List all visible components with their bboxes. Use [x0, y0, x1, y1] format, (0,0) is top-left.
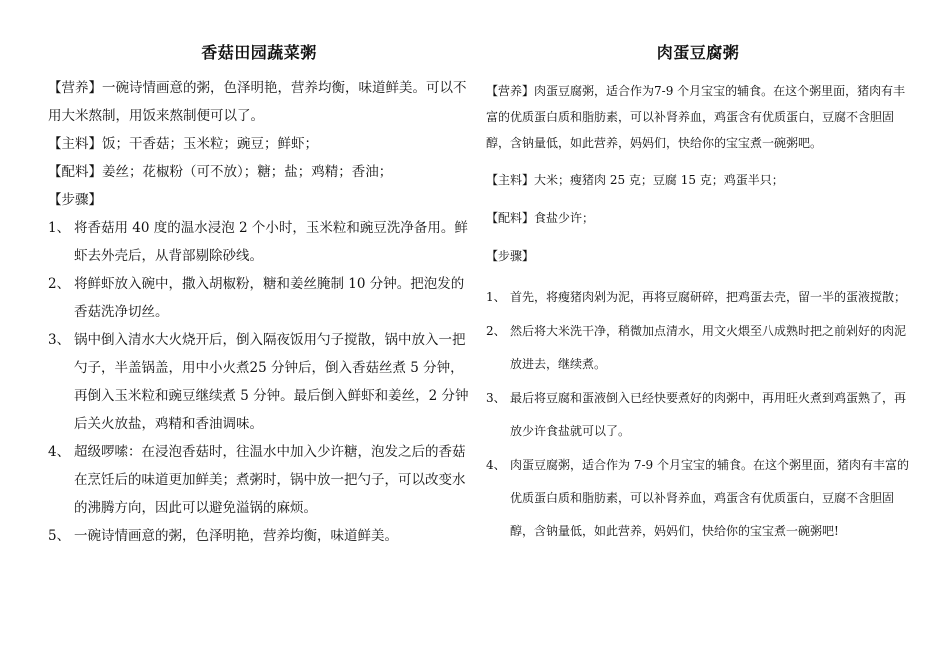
- nutrition-text: 【营养】一碗诗情画意的粥，色泽明艳，营养均衡，味道鲜美。可以不用大米熬制，用饭来熬制便可以了。: [48, 80, 467, 124]
- step-item: [48, 438, 470, 522]
- step-text: 将香菇用 40 度的温水浸泡 2 个小时，玉米粒和豌豆洗净备用。鲜虾去外壳后，从背部剔除砂线。: [74, 220, 468, 264]
- step-number: 3、: [48, 332, 71, 348]
- recipe-title: 肉蛋豆腐粥: [656, 43, 740, 62]
- step-text: 超级啰嗦：在浸泡香菇时，往温水中加入少许糖，泡发之后的香菇在烹饪后的味道更加鲜美；煮粥时，锅中放一把勺子，可以改变水的沸腾方向，因此可以避免溢锅的麻烦。: [74, 444, 466, 516]
- step-number: 5、: [48, 528, 71, 544]
- step-item: [48, 270, 470, 326]
- aux-ingredients: 【配料】食盐少许；: [486, 211, 595, 225]
- step-number: 4、: [486, 458, 506, 472]
- step-number: 2、: [48, 276, 71, 292]
- step-number: 4、: [48, 444, 71, 460]
- main-ingredients: 【主料】饭；干香菇；玉米粒；豌豆；鲜虾；: [48, 136, 318, 152]
- step-text: 最后将豆腐和蛋液倒入已经快要煮好的肉粥中，再用旺火煮到鸡蛋熟了，再放少许食盐就可以了。: [510, 391, 907, 438]
- step-number: 1、: [486, 290, 506, 304]
- step-item: [48, 214, 470, 270]
- step-item: [486, 281, 910, 314]
- steps-label: 【步骤】: [486, 249, 535, 263]
- recipe-body: [486, 78, 910, 549]
- main-ingredients: 【主料】大米；瘦猪肉 25 克；豆腐 15 克；鸡蛋半只；: [486, 173, 784, 187]
- step-text: 将鲜虾放入碗中，撒入胡椒粉，糖和姜丝腌制 10 分钟。把泡发的香菇洗净切丝。: [74, 276, 465, 320]
- nutrition-text: 【营养】肉蛋豆腐粥，适合作为7-9 个月宝宝的辅食。在这个粥里面，猪肉有丰富的优质蛋白质和脂肪素，可以补肾养血，鸡蛋含有优质蛋白，豆腐不含胆固醇，含钠量低，如此营养，妈妈们，快给你的宝宝煮一碗粥吧。: [486, 84, 906, 150]
- step-number: 3、: [486, 391, 506, 405]
- step-text: 首先，将瘦猪肉剁为泥，再将豆腐研碎，把鸡蛋去壳，留一半的蛋液搅散；: [510, 290, 907, 304]
- step-text: 一碗诗情画意的粥，色泽明艳，营养均衡，味道鲜美。: [74, 528, 398, 544]
- aux-ingredients: 【配料】姜丝；花椒粉（可不放）；糖；盐；鸡精；香油；: [48, 164, 393, 180]
- steps-label: 【步骤】: [48, 192, 102, 208]
- step-item: [486, 315, 910, 381]
- recipe-body: [48, 74, 470, 550]
- step-text: 锅中倒入清水大火烧开后，倒入隔夜饭用勺子搅散，锅中放入一把勺子，半盖锅盖，用中小火煮25 分钟后，倒入香菇丝煮 5 分钟，再倒入玉米粒和豌豆继续煮 5 分钟。最后倒入鲜虾和姜丝，2 分钟后关火放盐，鸡精和香油调味。: [74, 332, 469, 432]
- step-item: [48, 326, 470, 438]
- step-text: 然后将大米洗干净，稍微加点清水，用文火煨至八成熟时把之前剁好的肉泥放进去，继续煮。: [510, 324, 907, 371]
- step-number: 1、: [48, 220, 71, 236]
- step-item: [486, 449, 910, 548]
- step-item: [486, 382, 910, 448]
- step-number: 2、: [486, 324, 506, 338]
- step-item: [48, 522, 470, 550]
- recipe-title: 香菇田园蔬菜粥: [201, 43, 317, 62]
- step-text: 肉蛋豆腐粥，适合作为 7-9 个月宝宝的辅食。在这个粥里面，猪肉有丰富的优质蛋白质和脂肪素，可以补肾养血，鸡蛋含有优质蛋白，豆腐不含胆固醇，含钠量低，如此营养，妈妈们，快给你的宝宝煮一碗粥吧!: [510, 458, 909, 538]
